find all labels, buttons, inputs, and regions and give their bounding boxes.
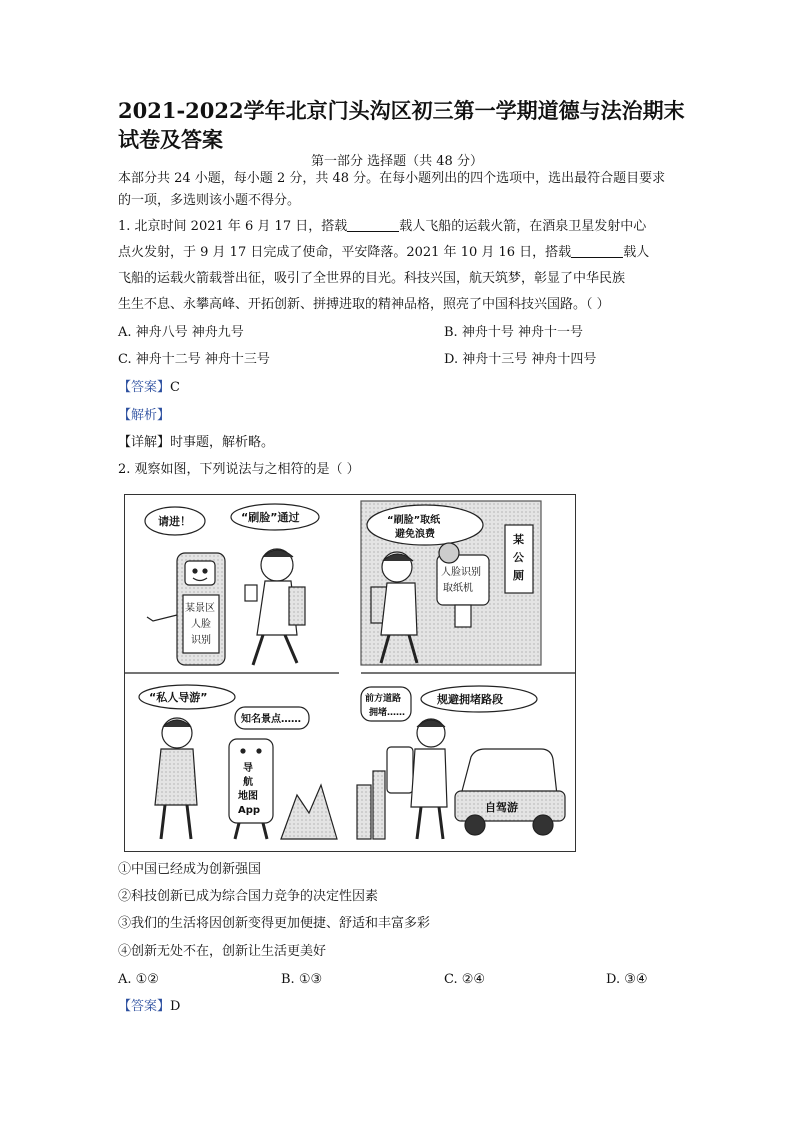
- p2-bubble-line2: 避免浪费: [395, 529, 435, 540]
- p3-phone-line3: 地图: [238, 791, 258, 802]
- q2-option-c: C. ②④: [444, 972, 486, 987]
- answer-label: 【答案】: [118, 380, 171, 395]
- fill-blank-1: [347, 217, 399, 232]
- p4-bubble2: 规避拥堵路段: [437, 693, 503, 706]
- p2-bubble-line1: “刷脸”取纸: [387, 515, 441, 526]
- panel-face-recognition-gate: [125, 504, 339, 673]
- detail-label: 【详解】: [118, 435, 171, 450]
- q1-options-row-1: [118, 320, 678, 346]
- section-heading: 第一部分 选择题（共 48 分）: [311, 154, 483, 169]
- detail-text: 时事题，解析略。: [170, 435, 275, 450]
- q2-option-b: B. ①③: [281, 972, 323, 987]
- p2-machine-line1: 人脸识别: [441, 567, 481, 578]
- p3-bubble2: 知名景点……: [241, 714, 301, 725]
- car-body: [461, 749, 557, 795]
- panel-self-drive: [357, 686, 565, 839]
- q2-answer-value: D: [170, 999, 181, 1014]
- p1-kiosk-line2: 人脸: [191, 619, 211, 630]
- q2-options-row: [118, 967, 678, 993]
- p2-sign-line3: 厕: [513, 569, 524, 582]
- kiosk-screen: [185, 561, 215, 585]
- p2-sign-line1: 某: [513, 533, 524, 546]
- q1-answer: [118, 375, 678, 401]
- q1-options-row-2: [118, 347, 678, 373]
- p3-phone-line4: App: [238, 805, 261, 816]
- q1-line-3: 飞船的运载火箭载誉出征，吸引了全世界的目光。科技兴国，航天筑梦，彰显了中华民族: [118, 271, 626, 286]
- q1-option-d: D. 神舟十三号 神舟十四号: [444, 352, 597, 367]
- analysis-label: 【解析】: [118, 408, 171, 423]
- q1-analysis: [118, 403, 678, 429]
- p3-phone-line2: 航: [243, 777, 253, 788]
- intro-paragraph: 本部分共 24 小题，每小题 2 分，共 48 分。在每小题列出的四个选项中，选出最符合题目要求的一项，多选则该小题不得分。: [118, 171, 666, 208]
- cartoon-illustration: [125, 495, 575, 851]
- q1-option-c: C. 神舟十二号 神舟十三号: [118, 352, 270, 367]
- q1-line-1: [118, 214, 678, 240]
- q1-line-1a: 1. 北京时间 2021 年 6 月 17 日，搭载: [118, 219, 348, 234]
- p4-car-label: 自驾游: [485, 801, 518, 814]
- statement-4: ④创新无处不在，创新让生活更美好: [118, 944, 327, 959]
- cartoon-figure: [124, 494, 576, 852]
- p1-kiosk-line1: 某景区: [185, 603, 215, 614]
- p1-bubble2: “刷脸”通过: [241, 511, 300, 524]
- q1-line-2a: 点火发射，于 9 月 17 日完成了使命，平安降落。2021 年 10 月 16 日，搭载: [118, 245, 572, 260]
- p2-sign-line2: 公: [513, 551, 524, 564]
- phone-in-hand: [245, 585, 257, 601]
- phone-map: [387, 747, 413, 793]
- p3-phone-line1: 导: [243, 763, 253, 774]
- p4-bubble1-line2: 拥堵……: [369, 708, 406, 718]
- q1-detail: [118, 430, 678, 456]
- q2-answer-label: 【答案】: [118, 999, 171, 1014]
- p4-bubble1-line1: 前方道路: [365, 694, 402, 704]
- q2-option-d: D. ③④: [606, 972, 648, 987]
- statement-1: ①中国已经成为创新强国: [118, 862, 262, 877]
- q1-option-a: A. 神舟八号 神舟九号: [118, 325, 244, 340]
- mountains: [281, 785, 337, 839]
- page-title: 2021-2022学年北京门头沟区初三第一学期道德与法治期末试卷及答案: [118, 98, 685, 152]
- panel-face-paper-dispenser: [361, 501, 575, 673]
- q1-line-4: 生生不息、永攀高峰、开拓创新、拼搏进取的精神品格，照亮了中国科技兴国路。（ ）: [118, 297, 610, 312]
- p1-kiosk-line3: 识别: [191, 635, 211, 646]
- q1-line-2b: 载人: [623, 245, 650, 260]
- p1-bubble1: 请进！: [158, 515, 191, 528]
- statement-3: ③我们的生活将因创新变得更加便捷、舒适和丰富多彩: [118, 916, 431, 931]
- q2-option-a: A. ①②: [118, 972, 159, 987]
- p3-bubble1: “私人导游”: [149, 691, 208, 704]
- statement-2: ②科技创新已成为综合国力竞争的决定性因素: [118, 889, 379, 904]
- answer-value: C: [170, 380, 180, 395]
- q2-answer: [118, 994, 678, 1020]
- q1-line-1b: 载人飞船的运载火箭，在酒泉卫星发射中心: [399, 219, 647, 234]
- p2-machine-line2: 取纸机: [443, 583, 473, 594]
- fill-blank-2: [571, 243, 623, 258]
- q2-stem: 2. 观察如图，下列说法与之相符的是（ ）: [118, 462, 360, 477]
- panel-navigation-app: [139, 685, 337, 839]
- q1-line-2: [118, 240, 678, 266]
- q1-option-b: B. 神舟十号 神舟十一号: [444, 325, 583, 340]
